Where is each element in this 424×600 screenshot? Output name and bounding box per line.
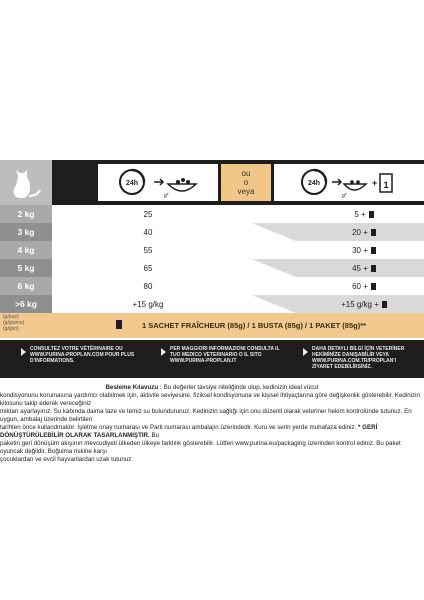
weight-cell: >6 kg — [0, 295, 52, 313]
bowl-icon-2 — [344, 184, 366, 190]
guide-line: paketin geri dönüşüm akışının mevcudiyeti ülkeden ülkeye farklılık gösterebilir. Lütfen www.purina.eu/packaging üzerinden kontrol ediniz. Bu paket oyuncak değildir. Boğulma riskine karşı — [0, 440, 401, 455]
weight-cell: 4 kg — [0, 241, 52, 259]
pouch-icon — [369, 211, 374, 218]
table-header — [0, 160, 424, 205]
mixed-amount-text: 20 + — [352, 227, 368, 237]
weight-cell: 3 kg — [0, 223, 52, 241]
note-it — [170, 346, 280, 364]
daily-sachet-bar — [0, 313, 424, 338]
table-row — [0, 259, 424, 277]
note-it-text: PER MAGGIORI INFORMAZIONI CONSULTA IL TUO MEDICO VETERINARIO O IL SITO WWW.PURINA-PROPLAN.IT — [170, 346, 280, 364]
pouch-icon — [382, 301, 387, 308]
guide-line: çocuklardan ve evcil hayvanlardan uzak tutunuz. — [0, 456, 134, 463]
note-fr-text: CONSULTEZ VOTRE VÉTÉRINAIRE OU WWW.PURINA-PROPLAN.COM POUR PLUS D'INFORMATIONS. — [30, 346, 135, 364]
table-row — [0, 241, 424, 259]
bowl-icon — [168, 184, 196, 191]
cat-icon — [0, 160, 52, 205]
weight-cell: 6 kg — [0, 277, 52, 295]
mixed-amount-text: +15 g/kg + — [341, 299, 379, 309]
mixed-amount-text: 45 + — [352, 263, 368, 273]
hours-label-2: 24h — [307, 180, 321, 187]
unit-tr: (g/gün) — [3, 326, 19, 332]
mixed-amount-text: 30 + — [352, 245, 368, 255]
pouch-icon — [371, 229, 376, 236]
guide-line: kondisyonunu korumasına yardımcı olabilmek için, aktivite seviyesine, fiziksel kondisyonuna ve kişisel ihtiyaçlarına göre değişkenlik gösterebilir. Kedinizin kilosunu takip ederek vereceğiniz — [0, 392, 420, 407]
mixed-amount-cell — [304, 295, 424, 313]
dry-amount-cell: 55 — [143, 245, 153, 255]
table-row — [0, 205, 424, 223]
daily-sachet-text: 1 SACHET FRAÎCHEUR (85g) / 1 BUSTA (85g) / 1 PAKET (85g)** — [142, 321, 367, 330]
weight-cell: 5 kg — [0, 259, 52, 277]
feeding-guide — [0, 384, 424, 464]
guide-line: Bu değerler tavsiye niteliğinde olup, kedinizin ideal vücut — [163, 384, 319, 391]
recyclable-notice: * GERİ DÖNÜŞTÜRÜLEBİLİR OLARAK TASARLANMIŞTIR. — [0, 424, 378, 439]
table-row — [0, 277, 424, 295]
sachet-icon — [116, 320, 122, 329]
pouch-icon — [371, 247, 376, 254]
or-box — [221, 164, 271, 201]
vet-notes-bar — [0, 340, 424, 378]
guide-line: tarihten önce kullandmaldır. İşletme onay numarası ve Parti numarası ambalajın üzerindedir. Kuru ve serin yerde muhafaza ediniz. — [0, 424, 357, 431]
unit-it: (g/giorno) — [3, 320, 25, 326]
or-it: o — [243, 178, 249, 187]
mixed-amount-cell — [304, 223, 424, 241]
triangle-icon — [161, 348, 166, 356]
mixed-amount-cell — [304, 277, 424, 295]
guide-line: Bu — [151, 432, 160, 439]
weight-cell: 2 kg — [0, 205, 52, 223]
dry-amount-cell: 65 — [52, 259, 244, 277]
svg-text:+: + — [372, 178, 378, 188]
or-tr: veya — [237, 187, 255, 196]
mixed-amount-cell — [304, 205, 424, 223]
pouch-icon — [371, 283, 376, 290]
dry-amount-cell: +15 g/kg — [52, 295, 244, 313]
feeding-table — [0, 160, 424, 463]
triangle-icon — [21, 348, 26, 356]
daily-units — [3, 314, 24, 332]
unit-fr: (g/jour) — [3, 314, 19, 320]
guide-title: Besleme Kılavuzu : — [105, 384, 162, 391]
table-row — [0, 295, 424, 313]
guide-line: miktarı ayarlayınız. Su kabında daima taze ve temiz su bulundurunuz. Kedinizin sağlığı için onu düzenli olarak veteriner hekim kontrolünde tutunuz. En uygun, ambalaj üzerinde belirtilen — [0, 408, 412, 423]
note-fr — [30, 346, 140, 364]
table-row — [0, 223, 424, 241]
scoop-unit-label: g* — [164, 193, 169, 199]
dry-amount-cell: 25 — [143, 209, 153, 219]
mixed-amount-text: 5 + — [354, 209, 366, 219]
weight-rows — [0, 205, 424, 313]
pouch-count: 1 — [383, 180, 389, 190]
scoop-unit-label-2: g* — [342, 193, 347, 199]
pouch-icon — [371, 265, 376, 272]
mixed-feeding-header — [274, 164, 424, 201]
triangle-icon — [303, 348, 308, 356]
mixed-amount-text: 60 + — [352, 281, 368, 291]
note-tr-text: DAHA DETAYLI BİLGİ İÇİN VETERİNER HEKİMİNİZE DANIŞABİLİR VEYA WWW.PURINA.COM.TR/PROPLAN'I ZİYARET EDEBİLİRSİNİZ. — [312, 346, 405, 370]
cat-icon-box — [0, 160, 52, 205]
mixed-amount-cell — [304, 241, 424, 259]
dry-food-header — [98, 164, 218, 201]
mixed-amount-cell — [304, 259, 424, 277]
hours-label: 24h — [125, 180, 139, 187]
or-fr: ou — [241, 169, 251, 178]
note-tr — [312, 346, 418, 370]
dry-amount-cell: 40 — [52, 223, 244, 241]
dry-amount-cell: 80 — [143, 281, 153, 291]
